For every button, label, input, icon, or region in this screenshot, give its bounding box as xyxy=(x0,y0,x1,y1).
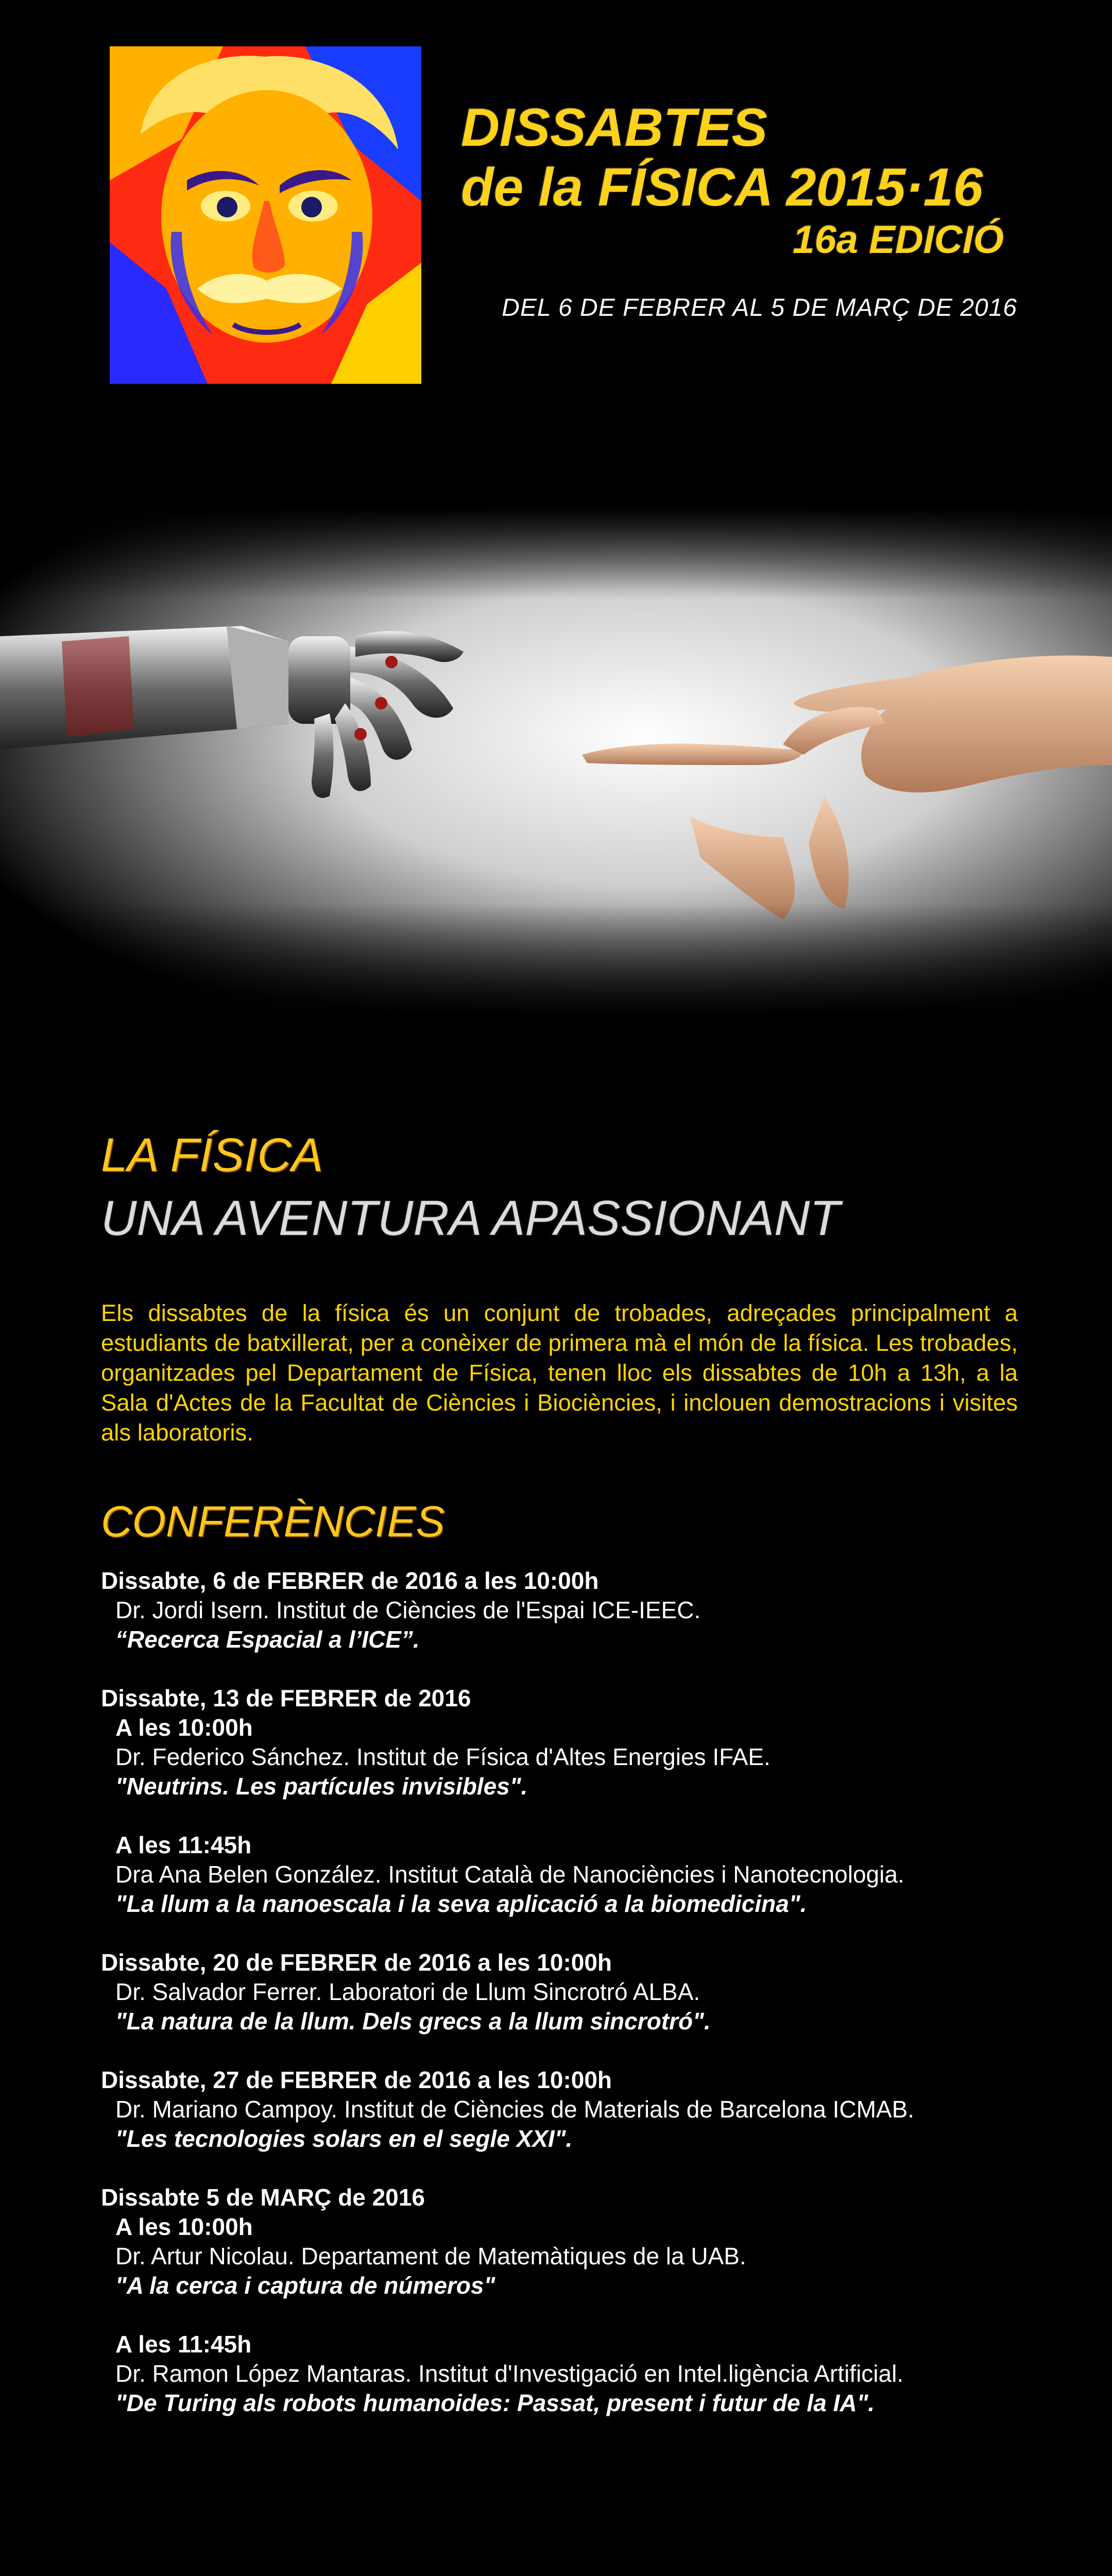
section-heading-aventura: UNA AVENTURA APASSIONANT xyxy=(101,1191,840,1246)
event-title-line2: de la FÍSICA 2015·16 xyxy=(461,158,983,218)
session-time: A les 11:45h xyxy=(115,2331,252,2358)
session-2 xyxy=(101,1684,1080,1919)
session-speaker: Dra Ana Belen González. Institut Català de Nanociències i Nanotecnologia. xyxy=(115,1861,904,1888)
session-3 xyxy=(101,1948,1080,2036)
edition-label: 16a EDICIÓ xyxy=(793,217,1004,262)
conferences-heading: CONFERÈNCIES xyxy=(101,1497,445,1546)
hands-banner-image xyxy=(0,507,1112,1015)
einstein-portrait-image xyxy=(110,46,421,384)
session-1 xyxy=(101,1566,1080,1654)
intro-paragraph: Els dissabtes de la física és un conjunt de trobades, adreçades principalment a estudiants de batxillerat, per a conèixer de primera mà el món de la física. Les trobades, organitzades pel Departament de Física, tenen lloc els dissabtes de 10h a 13h, a la Sala d'Actes de la Facultat de Ciències i Biociències, i inclouen demostracions i visites als laboratoris. xyxy=(101,1300,1018,1446)
session-talk-title: "Les tecnologies solars en el segle XXI". xyxy=(115,2125,573,2152)
session-talk-title: "Neutrins. Les partícules invisibles". xyxy=(115,1773,528,1800)
session-speaker: Dr. Ramon López Mantaras. Institut d'Investigació en Intel.ligència Artificial. xyxy=(115,2360,904,2387)
session-speaker: Dr. Mariano Campoy. Institut de Ciències de Materials de Barcelona ICMAB. xyxy=(115,2096,915,2123)
session-talk-title: "A la cerca i captura de números" xyxy=(115,2272,495,2299)
session-speaker: Dr. Jordi Isern. Institut de Ciències de l'Espai ICE-IEEC. xyxy=(115,1597,701,1623)
session-4 xyxy=(101,2065,1080,2154)
event-title-line1: DISSABTES xyxy=(461,98,768,158)
session-date: Dissabte, 6 de FEBRER de 2016 a les 10:00h xyxy=(101,1567,599,1594)
session-time: A les 10:00h xyxy=(115,2213,253,2240)
session-talk-title: “Recerca Espacial a l’ICE”. xyxy=(115,1626,420,1653)
conference-program xyxy=(101,1566,1080,2447)
session-date: Dissabte, 20 de FEBRER de 2016 a les 10:00h xyxy=(101,1949,612,1976)
session-time: A les 11:45h xyxy=(115,1832,252,1858)
session-time: A les 10:00h xyxy=(115,1714,253,1741)
session-speaker: Dr. Federico Sánchez. Institut de Física d'Altes Energies IFAE. xyxy=(115,1743,771,1770)
event-title-block xyxy=(461,98,1017,262)
session-date: Dissabte 5 de MARÇ de 2016 xyxy=(101,2184,425,2211)
session-date: Dissabte, 13 de FEBRER de 2016 xyxy=(101,1685,471,1711)
session-speaker: Dr. Artur Nicolau. Departament de Matemàtiques de la UAB. xyxy=(115,2243,746,2269)
event-date-range: DEL 6 DE FEBRER AL 5 DE MARÇ DE 2016 xyxy=(502,294,1017,321)
session-5 xyxy=(101,2183,1080,2418)
section-heading-la-fisica: LA FÍSICA xyxy=(101,1129,323,1181)
session-date: Dissabte, 27 de FEBRER de 2016 a les 10:00h xyxy=(101,2066,612,2093)
session-talk-title: "De Turing als robots humanoides: Passat, present i futur de la IA". xyxy=(115,2389,875,2416)
session-talk-title: "La natura de la llum. Dels grecs a la llum sincrotró". xyxy=(115,2008,711,2035)
session-speaker: Dr. Salvador Ferrer. Laboratori de Llum Sincrotró ALBA. xyxy=(115,1978,700,2005)
session-talk-title: "La llum a la nanoescala i la seva aplicació a la biomedicina". xyxy=(115,1890,807,1917)
